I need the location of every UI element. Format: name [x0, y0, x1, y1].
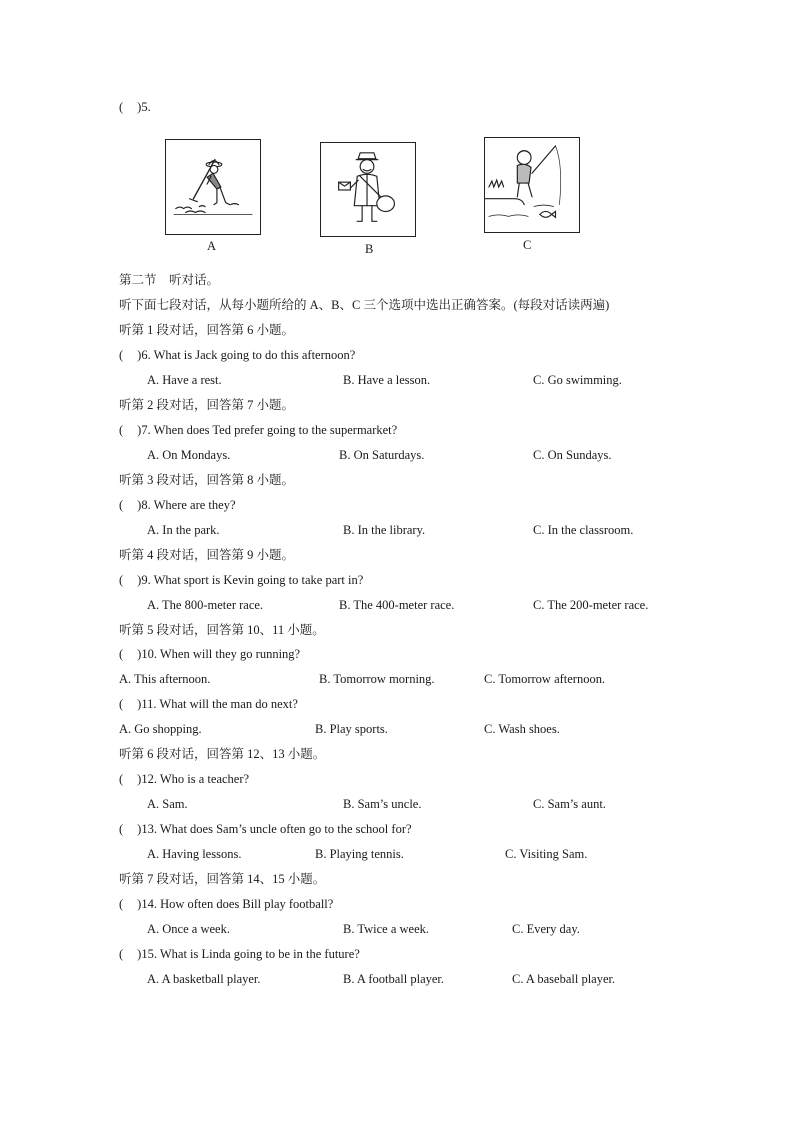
option-b: B. The 400-meter race.: [339, 598, 455, 612]
picture-label-c: C: [523, 238, 532, 252]
option-a: A. Have a rest.: [147, 373, 222, 387]
option-a: A. Having lessons.: [147, 847, 242, 861]
option-c: C. Tomorrow afternoon.: [484, 672, 606, 686]
option-a: A. Once a week.: [147, 922, 230, 936]
question-8: [119, 497, 236, 513]
question-stem: )15. What is Linda going to be in the future?: [137, 947, 360, 961]
question-stem: )12. Who is a teacher?: [137, 772, 250, 786]
question-15: [119, 946, 360, 962]
question-number: 5.: [141, 100, 151, 114]
option-a: A. Sam.: [147, 797, 188, 811]
question-stem: )6. What is Jack going to do this afternoon?: [137, 348, 356, 362]
answer-paren-open: (: [119, 647, 124, 661]
option-a: A. On Mondays.: [147, 448, 231, 462]
option-b: B. Have a lesson.: [343, 373, 431, 387]
picture-label-b: B: [365, 242, 374, 256]
option-b: B. A football player.: [343, 972, 445, 986]
dialog-heading: 听第 2 段对话，回答第 7 小题。: [119, 398, 295, 412]
picture-c: [484, 137, 580, 233]
question-stem: )14. How often does Bill play football?: [137, 897, 334, 911]
question-stem: )7. When does Ted prefer going to the supermarket?: [137, 423, 398, 437]
option-a: A. The 800-meter race.: [147, 598, 264, 612]
option-c: C. Visiting Sam.: [505, 847, 588, 861]
postman-icon: [321, 143, 415, 236]
question-7: [119, 422, 397, 438]
dialog-heading: 听第 7 段对话，回答第 14、15 小题。: [119, 872, 326, 886]
answer-paren-open: (: [119, 498, 124, 512]
answer-paren-open: (: [119, 947, 124, 961]
dialog-heading: 听第 1 段对话，回答第 6 小题。: [119, 323, 295, 337]
question-6: [119, 347, 355, 363]
answer-paren-open: (: [119, 348, 124, 362]
option-a: A. In the park.: [147, 523, 220, 537]
boy-fishing-icon: [485, 138, 579, 232]
question-stem: )13. What does Sam’s uncle often go to the school for?: [137, 822, 412, 836]
answer-paren-open: (: [119, 573, 124, 587]
picture-b: [320, 142, 416, 237]
question-14: [119, 896, 333, 912]
answer-paren-open: (: [119, 897, 124, 911]
question-stem: )11. What will the man do next?: [137, 697, 298, 711]
question-stem: )10. When will they go running?: [137, 647, 301, 661]
question-13: [119, 821, 412, 837]
answer-paren-open: (: [119, 100, 124, 114]
question-11: [119, 696, 298, 712]
option-b: B. In the library.: [343, 523, 426, 537]
q5-header: [119, 99, 151, 115]
option-c: C. The 200-meter race.: [533, 598, 649, 612]
option-a: A. Go shopping.: [119, 722, 202, 736]
question-10: [119, 646, 300, 662]
question-stem: )8. Where are they?: [137, 498, 236, 512]
answer-paren-open: (: [119, 822, 124, 836]
option-c: C. Go swimming.: [533, 373, 622, 387]
option-c: C. On Sundays.: [533, 448, 612, 462]
dialog-heading: 听第 3 段对话，回答第 8 小题。: [119, 473, 295, 487]
question-stem: )9. What sport is Kevin going to take part in?: [137, 573, 364, 587]
picture-a: [165, 139, 261, 235]
dialog-heading: 听第 4 段对话，回答第 9 小题。: [119, 548, 295, 562]
dialog-heading: 听第 5 段对话，回答第 10、11 小题。: [119, 623, 325, 637]
option-b: B. Tomorrow morning.: [319, 672, 435, 686]
option-c: C. Sam’s aunt.: [533, 797, 606, 811]
answer-paren-open: (: [119, 423, 124, 437]
option-b: B. On Saturdays.: [339, 448, 425, 462]
option-c: C. Every day.: [512, 922, 580, 936]
section-instructions: 听下面七段对话，从每小题所给的 A、B、C 三个选项中选出正确答案。(每段对话读两遍): [119, 298, 610, 312]
option-b: B. Playing tennis.: [315, 847, 404, 861]
option-b: B. Play sports.: [315, 722, 388, 736]
option-c: C. Wash shoes.: [484, 722, 560, 736]
dialog-heading: 听第 6 段对话，回答第 12、13 小题。: [119, 747, 326, 761]
option-c: C. A baseball player.: [512, 972, 616, 986]
option-a: A. This afternoon.: [119, 672, 211, 686]
answer-paren-open: (: [119, 772, 124, 786]
question-9: [119, 572, 363, 588]
option-c: C. In the classroom.: [533, 523, 634, 537]
option-b: B. Sam’s uncle.: [343, 797, 422, 811]
question-12: [119, 771, 249, 787]
section-title: 第二节 听对话。: [119, 273, 220, 287]
option-b: B. Twice a week.: [343, 922, 430, 936]
answer-paren-close: ): [137, 100, 142, 114]
gardener-raking-icon: [166, 140, 260, 234]
answer-paren-open: (: [119, 697, 124, 711]
option-a: A. A basketball player.: [147, 972, 261, 986]
picture-label-a: A: [207, 239, 217, 253]
